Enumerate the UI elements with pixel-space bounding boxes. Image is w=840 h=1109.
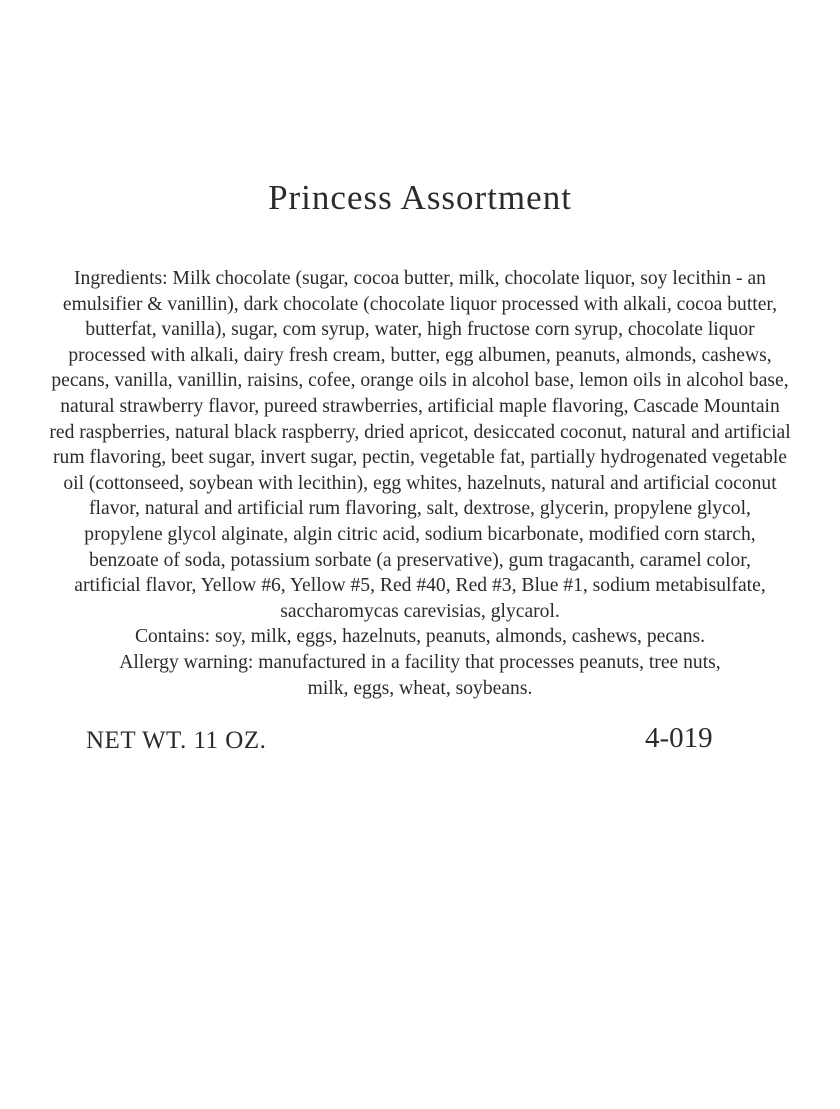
contains-statement: Contains: soy, milk, eggs, hazelnuts, peanuts, almonds, cashews, pecans. xyxy=(134,626,706,648)
ingredients-line: oil (cottonseed, soybean with lecithin), egg whites, hazelnuts, natural and artificial coconut xyxy=(63,472,777,494)
ingredients-line: saccharomycas carevisias, glycarol. xyxy=(280,600,560,622)
allergy-warning-line: milk, eggs, wheat, soybeans. xyxy=(307,677,533,699)
ingredients-line: rum flavoring, beet sugar, invert sugar, pectin, vegetable fat, partially hydrogenated vegetable xyxy=(53,447,787,469)
ingredients-line: butterfat, vanilla), sugar, com syrup, water, high fructose corn syrup, chocolate liquor xyxy=(85,319,755,341)
ingredients-line: artificial flavor, Yellow #6, Yellow #5, Red #40, Red #3, Blue #1, sodium metabisulfate, xyxy=(74,575,766,597)
ingredients-line: processed with alkali, dairy fresh cream, butter, egg albumen, peanuts, almonds, cashews, xyxy=(68,344,772,366)
allergy-warning-line: Allergy warning: manufactured in a facility that processes peanuts, tree nuts, xyxy=(119,651,721,673)
net-weight: NET WT. 11 OZ. xyxy=(86,727,267,754)
ingredients-line: emulsifier & vanillin), dark chocolate (chocolate liquor processed with alkali, cocoa butter, xyxy=(62,293,778,315)
ingredients-line: red raspberries, natural black raspberry, dried apricot, desiccated coconut, natural and artificial xyxy=(49,421,791,443)
ingredients-line: Ingredients: Milk chocolate (sugar, cocoa butter, milk, chocolate liquor, soy lecithin - an xyxy=(74,268,766,289)
ingredients-line: pecans, vanilla, vanillin, raisins, cofee, orange oils in alcohol base, lemon oils in alcohol base, xyxy=(51,370,789,392)
product-code: 4-019 xyxy=(645,722,713,754)
product-title: Princess Assortment xyxy=(268,178,572,217)
ingredients-line: natural strawberry flavor, pureed strawberries, artificial maple flavoring, Cascade Mountain xyxy=(60,395,780,417)
ingredients-line: propylene glycol alginate, algin citric acid, sodium bicarbonate, modified corn starch, xyxy=(84,523,756,545)
ingredients-line: benzoate of soda, potassium sorbate (a preservative), gum tragacanth, caramel color, xyxy=(89,549,751,571)
ingredients-line: flavor, natural and artificial rum flavoring, salt, dextrose, glycerin, propylene glycol, xyxy=(89,498,751,520)
ingredients-block xyxy=(6,266,834,701)
